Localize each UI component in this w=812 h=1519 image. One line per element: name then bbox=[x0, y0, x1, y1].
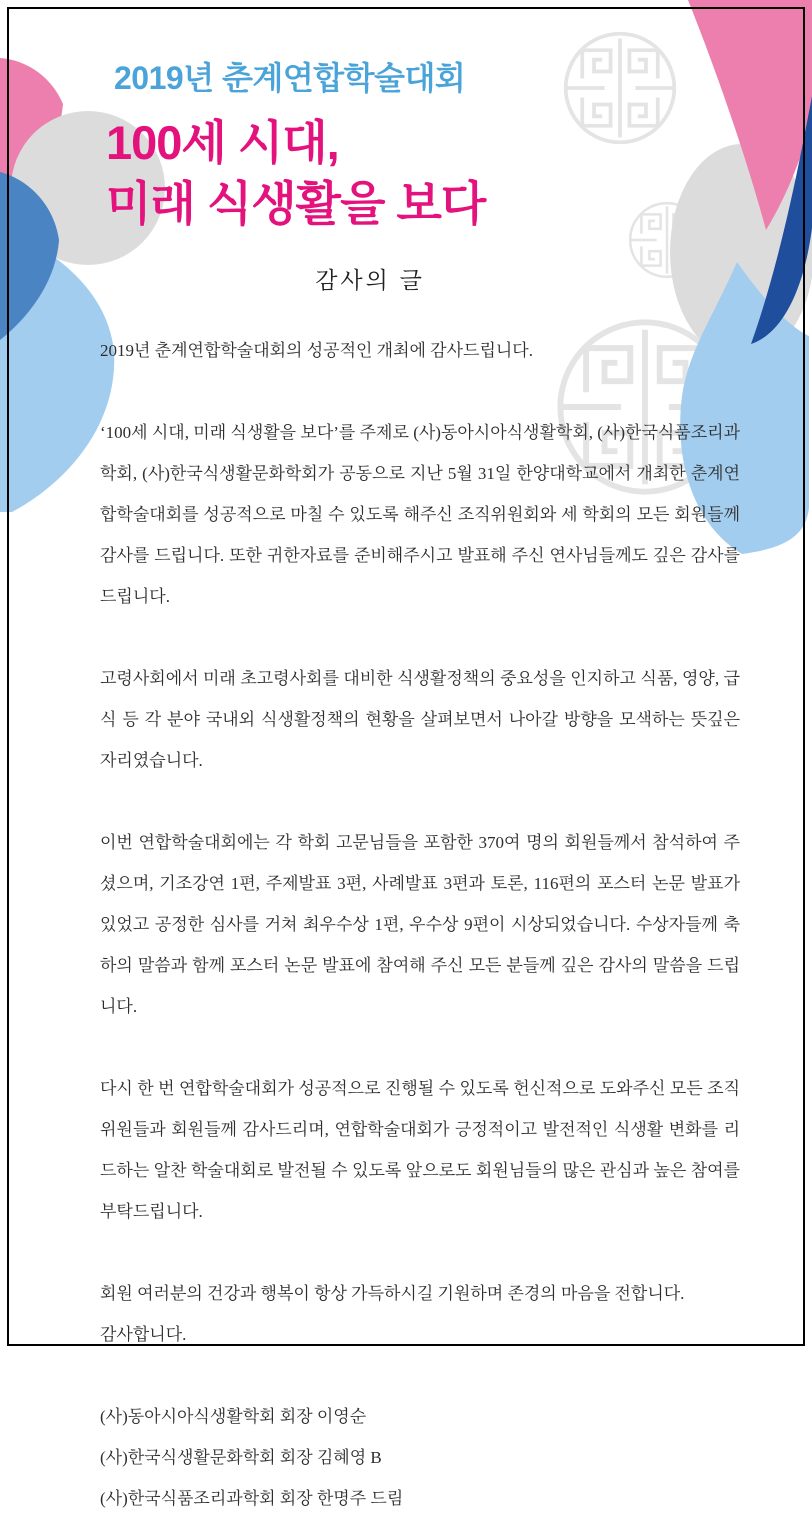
conference-subtitle: 2019년 춘계연합학술대회 bbox=[114, 60, 466, 96]
signature-line: (사)동아시아식생활학회 회장 이영순 bbox=[100, 1407, 367, 1426]
conference-title bbox=[106, 112, 485, 234]
paragraph: ‘100세 시대, 미래 식생활을 보다’를 주제로 (사)동아시아식생활학회, (사)한국식품조리과학회, (사)한국식생활문화학회가 공동으로 지난 5월 31일 한양대학교에서 개최한 춘계연합학술대회를 성공적으로 마칠 수 있도록 해주신 조직위원회와 세 학회의 모든 회원들께 감사를 드립니다. 또한 귀한자료를 준비해주시고 발표해 주신 연사님들께도 깊은 감사를 드립니다. bbox=[100, 423, 740, 606]
conference-title-line2: 미래 식생활을 보다 bbox=[106, 177, 486, 230]
letter-body bbox=[100, 330, 740, 1519]
signature-line: (사)한국식품조리과학회 회장 한명주 드림 bbox=[100, 1489, 404, 1508]
paragraph: 고령사회에서 미래 초고령사회를 대비한 식생활정책의 중요성을 인지하고 식품, 영양, 급식 등 각 분야 국내외 식생활정책의 현황을 살펴보면서 나아갈 방향을 모색하는 뜻깊은 자리였습니다. bbox=[100, 669, 740, 770]
paragraph: 2019년 춘계연합학술대회의 성공적인 개최에 감사드립니다. bbox=[100, 341, 533, 360]
conference-title-line1: 100세 시대, bbox=[106, 116, 339, 169]
signature-line: (사)한국식생활문화학회 회장 김혜영 B bbox=[100, 1448, 382, 1467]
paragraph: 다시 한 번 연합학술대회가 성공적으로 진행될 수 있도록 헌신적으로 도와주신 모든 조직위원들과 회원들께 감사드리며, 연합학술대회가 긍정적이고 발전적인 식생활 변화를 리드하는 알찬 학술대회로 발전될 수 있도록 앞으로도 회원님들의 많은 관심과 높은 참여를 부탁드립니다. bbox=[100, 1079, 740, 1221]
closing-line: 감사합니다. bbox=[100, 1325, 187, 1344]
letter-header bbox=[106, 58, 485, 234]
letter-heading: 감사의 글 bbox=[315, 268, 425, 293]
longevity-symbol-watermark-icon bbox=[566, 34, 675, 143]
paragraph: 이번 연합학술대회에는 각 학회 고문님들을 포함한 370여 명의 회원들께서 참석하여 주셨으며, 기조강연 1편, 주제발표 3편, 사례발표 3편과 토론, 116편의 포스터 논문 발표가 있었고 공정한 심사를 거쳐 최우수상 1편, 우수상 9편이 시상되었습니다. 수상자들께 축하의 말씀과 함께 포스터 논문 발표에 참여해 주신 모든 분들께 깊은 감사의 말씀을 드립니다. bbox=[100, 833, 740, 1016]
closing-line: 회원 여러분의 건강과 행복이 항상 가득하시길 기원하며 존경의 마음을 전합니다. bbox=[100, 1284, 685, 1303]
